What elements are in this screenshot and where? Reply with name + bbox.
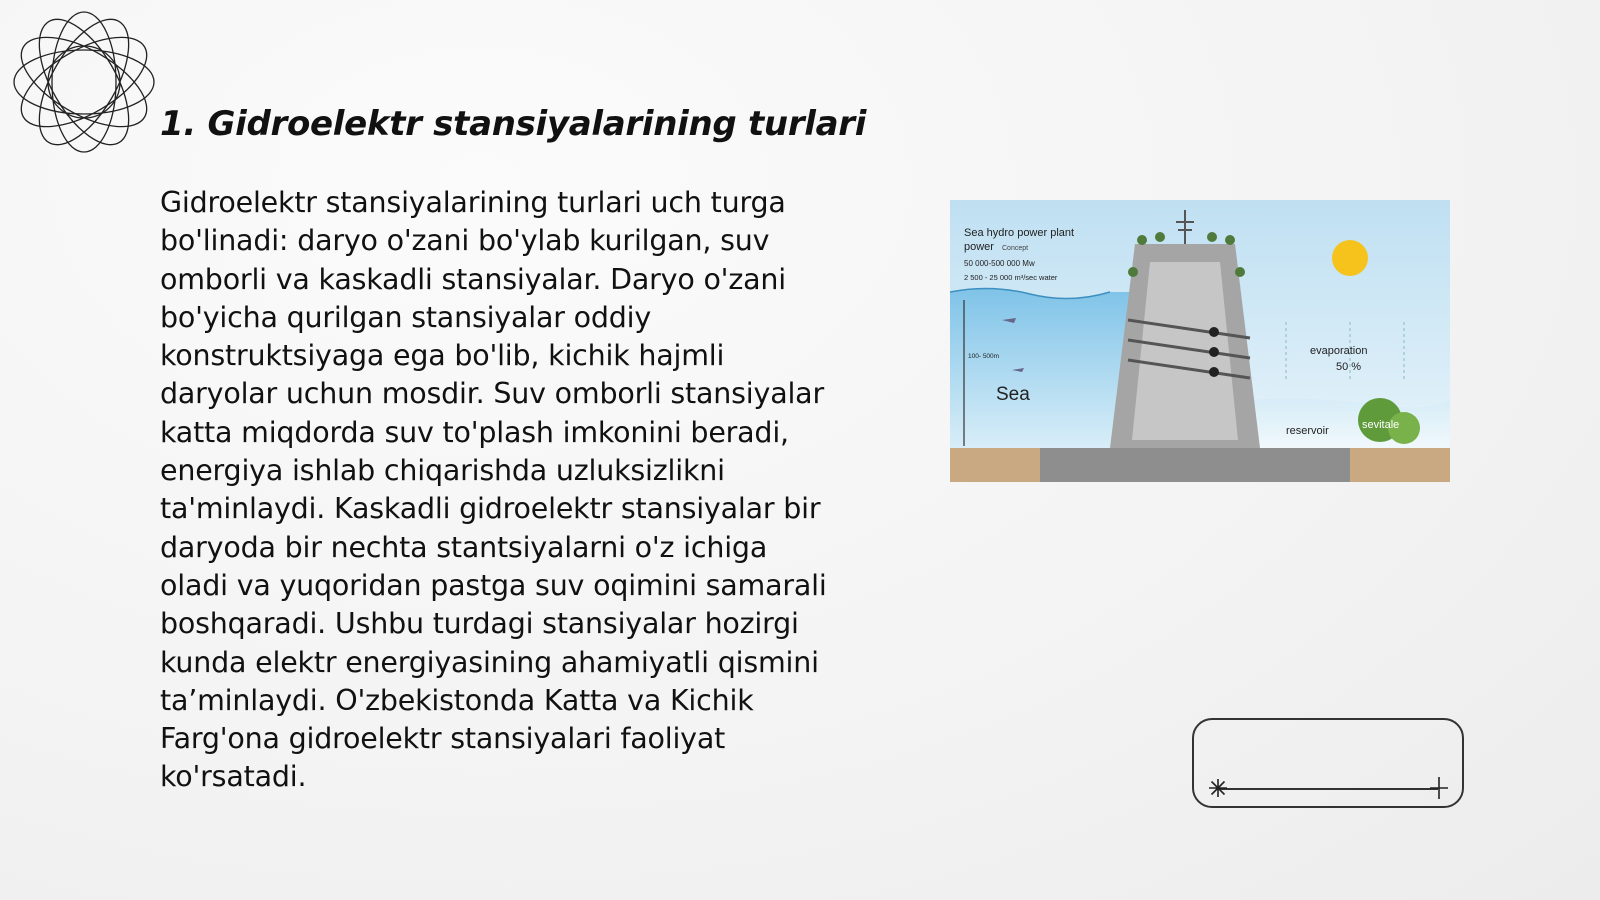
sun-icon: [1332, 240, 1368, 276]
diagram-capacity: 50 000-500 000 Mw: [964, 259, 1035, 268]
diagram-depth: 100- 500m: [968, 353, 1000, 360]
hydro-power-plant-diagram: [950, 200, 1450, 482]
diagram-sea-label: Sea: [996, 384, 1030, 405]
diagram-evaporation-value: 50 %: [1336, 361, 1362, 373]
sparkle-icon: [1208, 778, 1228, 798]
decorative-slider-frame: [1192, 718, 1464, 808]
diagram-reservoir-label: reservoir: [1286, 425, 1329, 437]
crosshair-icon: [1428, 776, 1450, 800]
diagram-caption-concept: Concept: [1002, 245, 1029, 252]
slide-title: 1. Gidroelektr stansiyalarining turlari: [160, 104, 867, 144]
diagram-caption-line1: Sea hydro power plant: [964, 227, 1075, 239]
spirograph-ornament-icon: [10, 8, 158, 156]
diagram-evaporation-label: evaporation: [1310, 345, 1368, 357]
diagram-flow: 2 500 - 25 000 m³/sec water: [964, 273, 1058, 282]
slider-line: [1216, 788, 1438, 790]
diagram-sevitale-label: sevitale: [1362, 419, 1400, 431]
slide-body-text: Gidroelektr stansiyalarining turlari uch turga bo'linadi: daryo o'zani bo'ylab kurilgan, suv omborli va kaskadli stansiyalar. Daryo o'zani bo'yicha qurilgan stansiyalar oddiy konstruktsiyaga ega bo'lib, kichik hajmli daryolar uchun mosdir. Suv omborli stansiyalar katta miqdorda suv to'plash imkonini beradi, energiya ishlab chiqarishda uzluksizlikni ta'minlaydi. Kaskadli gidroelektr stansiyalar bir daryoda bir nechta stantsiyalarni o'z ichiga oladi va yuqoridan pastga suv oqimini samarali boshqaradi. Ushbu turdagi stansiyalar hozirgi kunda elektr energiyasining ahamiyatli qismini ta’minlaydi. O'zbekistonda Katta va Kichik Farg'ona gidroelektr stansiyalari faoliyat ko'rsatadi.: [160, 186, 827, 794]
sea-water: [950, 288, 1130, 450]
diagram-caption-line2: power: [964, 241, 994, 253]
